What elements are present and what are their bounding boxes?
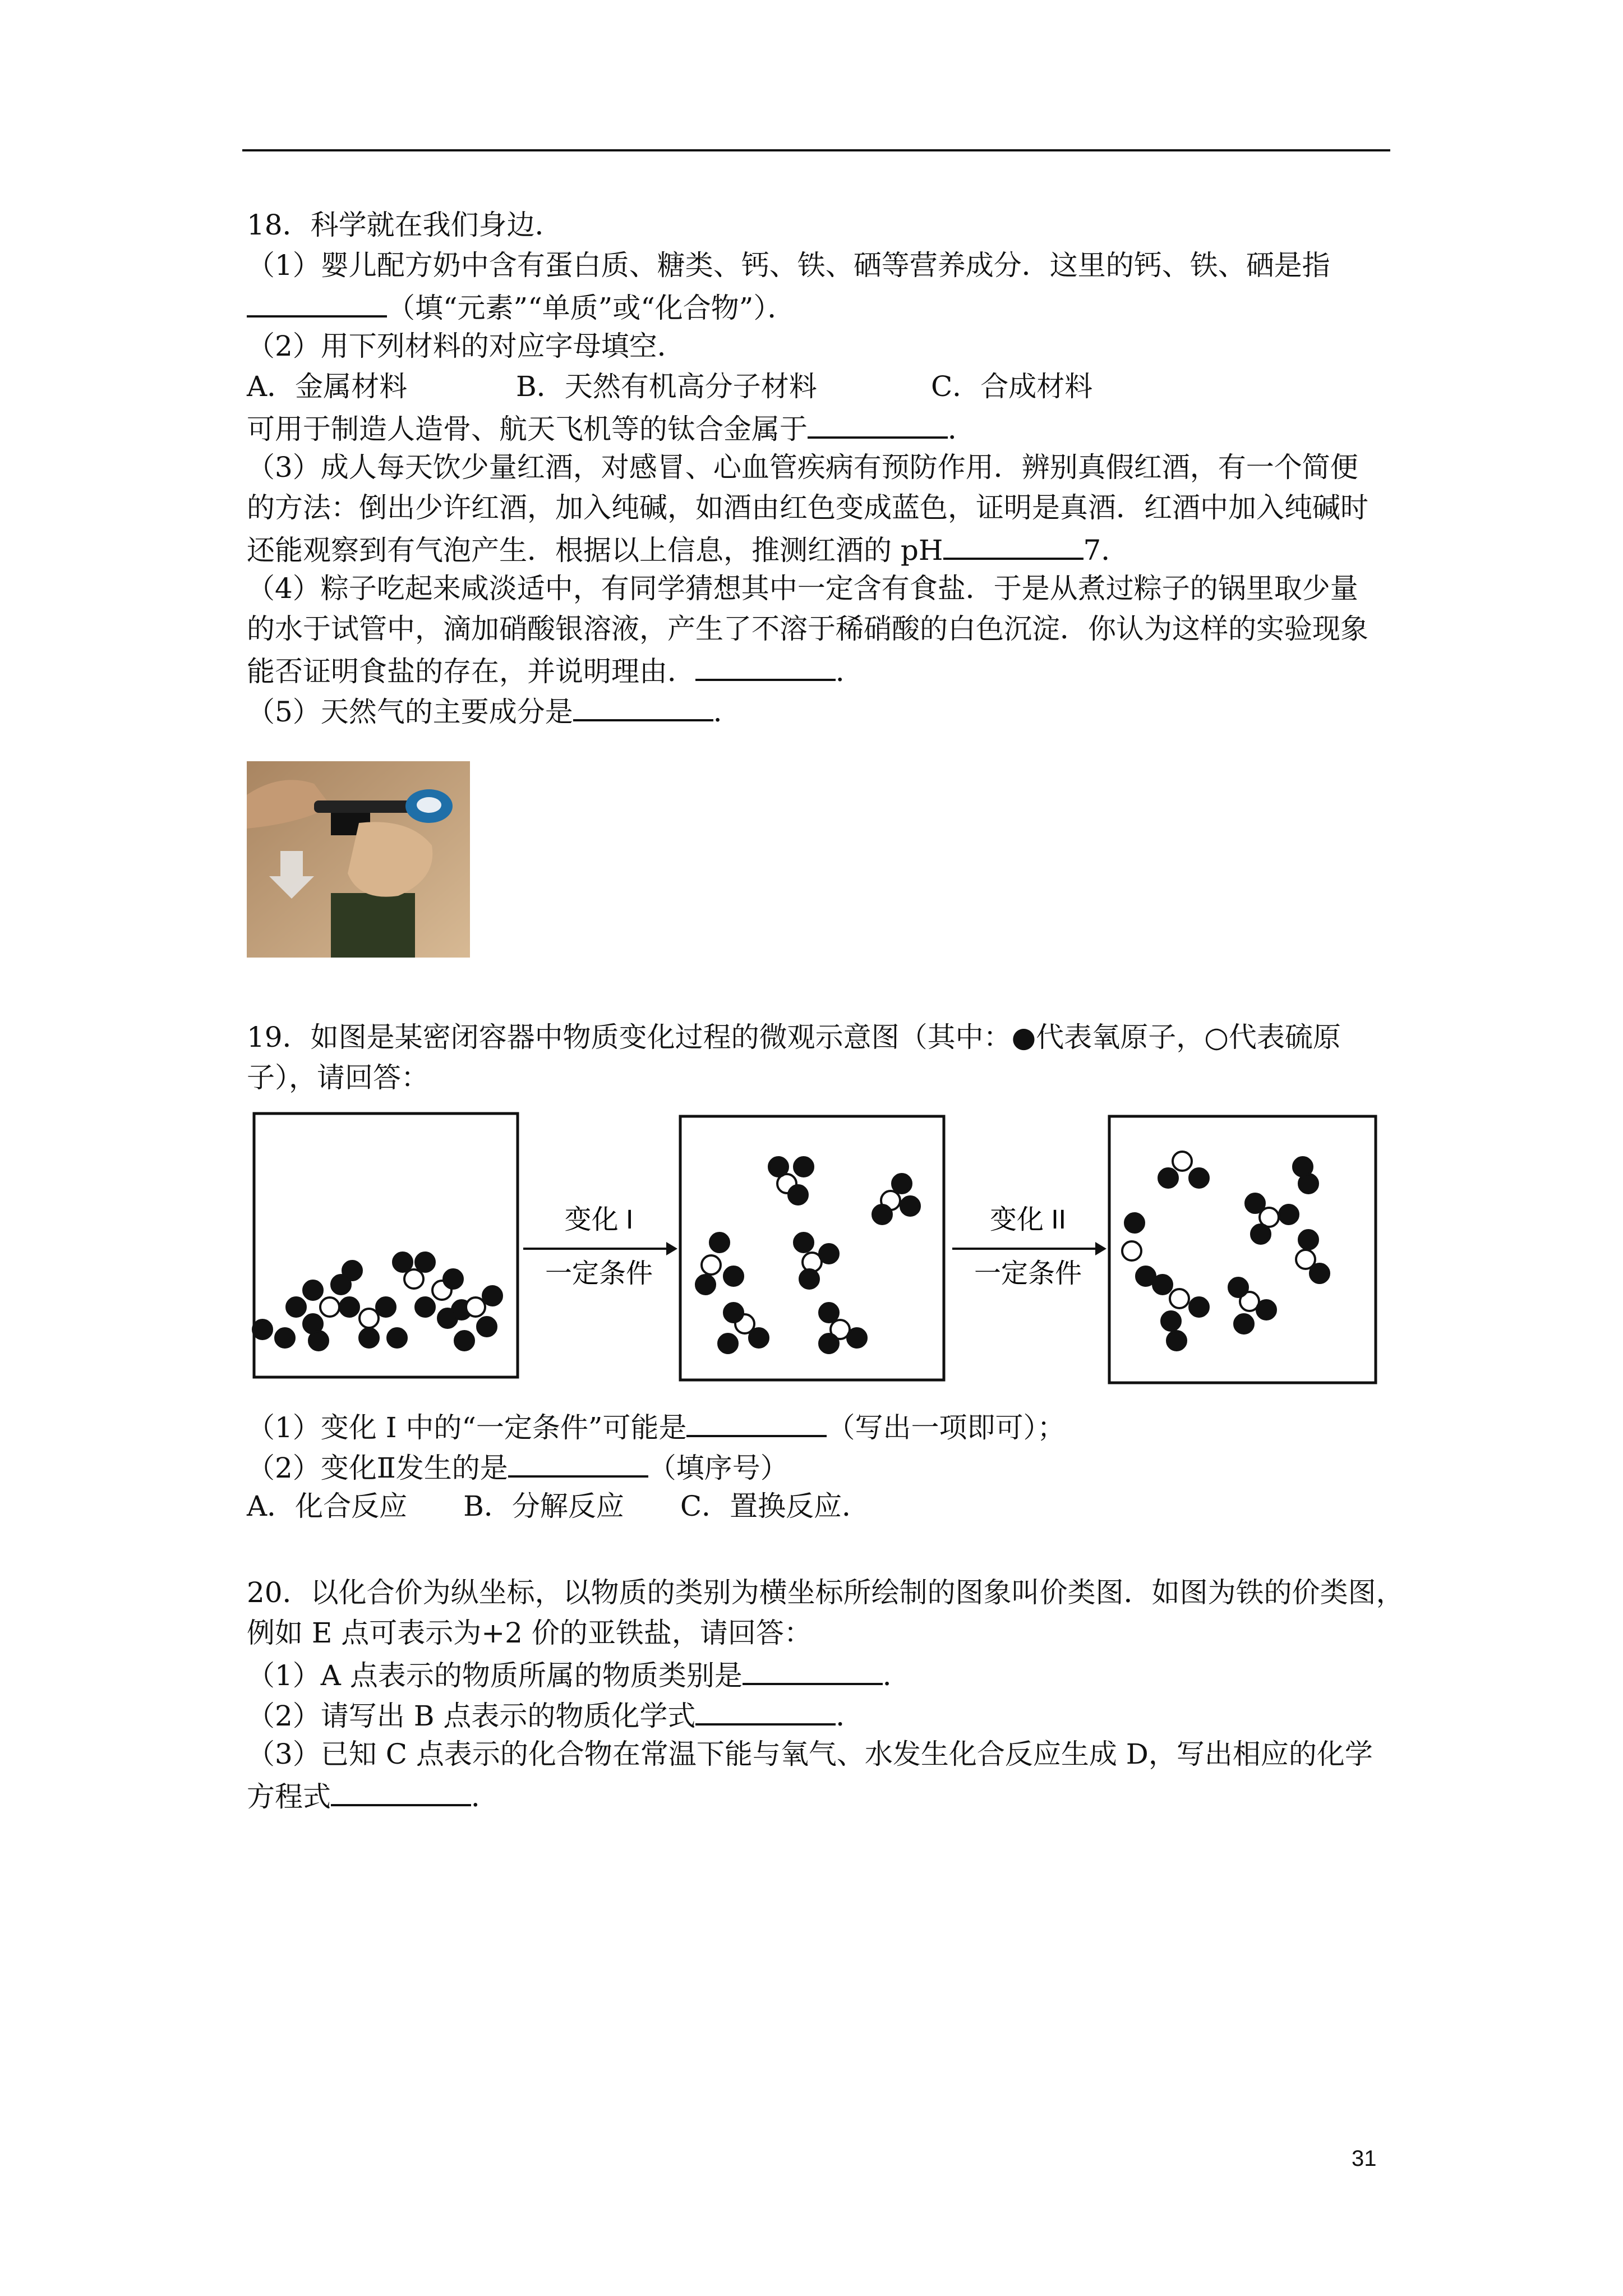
q18-options xyxy=(247,370,1092,403)
box2-atom xyxy=(702,1255,721,1274)
header-rule xyxy=(242,149,1390,151)
answer-blank[interactable] xyxy=(247,289,387,318)
q18-part3-line3: 还能观察到有气泡产生．根据以上信息，推测红酒的 pH 7． xyxy=(247,532,1129,567)
q19-title-line2: 子），请回答： xyxy=(247,1061,429,1094)
q20-title-line2: 例如 E 点可表示为+2 价的亚铁盐，请回答： xyxy=(247,1617,812,1649)
box1-atom xyxy=(438,1309,457,1328)
q18-part2: （2）用下列材料的对应字母填空． xyxy=(247,330,685,362)
arrow-1-label-top: 变化 I xyxy=(564,1205,634,1235)
box2-atom xyxy=(724,1303,743,1322)
answer-blank[interactable] xyxy=(573,693,713,721)
q19-title-line1: 19．如图是某密闭容器中物质变化过程的微观示意图（其中：●代表氧原子，○代表硫原 xyxy=(247,1021,1341,1053)
box3-atom xyxy=(1122,1241,1141,1260)
box1-atom xyxy=(340,1297,359,1317)
box1-atom xyxy=(287,1297,306,1317)
answer-blank[interactable] xyxy=(331,1778,471,1806)
q19-options: A．化合反应 B．分解反应 C．置换反应． xyxy=(247,1490,870,1522)
q18-part4-line3: 能否证明食盐的存在，并说明理由． ． xyxy=(247,653,864,688)
box1-atom xyxy=(343,1261,362,1280)
arrow-1-label-bottom: 一定条件 xyxy=(545,1259,653,1289)
answer-blank[interactable] xyxy=(743,1657,883,1685)
box1-atom xyxy=(359,1328,379,1347)
box3-atom xyxy=(1153,1275,1172,1294)
q20-question2: （2）请写出 B 点表示的物质化学式 ． xyxy=(247,1697,864,1732)
box2-atom xyxy=(749,1328,768,1347)
box-after-change-2 xyxy=(1109,1116,1376,1383)
answer-blank[interactable] xyxy=(695,653,836,681)
answer-blank[interactable] xyxy=(686,1409,827,1437)
box3-atom xyxy=(1173,1152,1192,1171)
arrow-1-head xyxy=(666,1242,677,1255)
q18-title: 18．科学就在我们身边． xyxy=(247,209,563,241)
q18-part2-question: 可用于制造人造骨、航天飞机等的钛合金属于 ． xyxy=(247,411,976,445)
q18-part4-line1: （4）粽子吃起来咸淡适中，有同学猜想其中一定含有食盐．于是从煮过粽子的锅里取少量 xyxy=(247,572,1358,605)
box3-atom xyxy=(1125,1213,1144,1232)
box3-atom xyxy=(1170,1289,1189,1308)
box2-atom xyxy=(819,1244,838,1263)
box2-atom xyxy=(769,1157,788,1176)
box3-atom xyxy=(1246,1194,1265,1213)
option-b: B．天然有机高分子材料 xyxy=(516,370,817,403)
box1-atom xyxy=(376,1297,395,1317)
box1-atom xyxy=(253,1320,272,1339)
box1-atom xyxy=(477,1317,496,1336)
box3-atom xyxy=(1189,1168,1209,1188)
molecular-reaction-diagram xyxy=(251,1111,1381,1391)
box3-atom xyxy=(1161,1312,1181,1331)
box2-atom xyxy=(718,1334,737,1353)
box1-atom xyxy=(416,1253,435,1272)
box2-atom xyxy=(724,1267,743,1286)
box3-atom xyxy=(1310,1264,1329,1283)
box3-atom xyxy=(1159,1168,1178,1188)
box2-atom xyxy=(800,1269,819,1289)
box2-atom xyxy=(819,1334,838,1353)
box1-atom xyxy=(309,1331,328,1350)
q18-part1-line1: （1）婴儿配方奶中含有蛋白质、糖类、钙、铁、硒等营养成分．这里的钙、铁、硒是指 xyxy=(247,249,1330,282)
box1-atom xyxy=(466,1297,485,1317)
box1-atom xyxy=(303,1281,322,1300)
box2-atom xyxy=(892,1174,911,1193)
box2-atom xyxy=(794,1157,813,1176)
q20-question1: （1）A 点表示的物质所属的物质类别是 ． xyxy=(247,1657,911,1692)
answer-blank[interactable] xyxy=(943,532,1083,560)
box1-atom xyxy=(320,1297,339,1317)
box1-atom xyxy=(404,1269,423,1289)
arrow-2-label-top: 变化 II xyxy=(989,1205,1067,1235)
box1-atom xyxy=(444,1269,463,1289)
box1-atom xyxy=(455,1331,474,1350)
q20-question3-line1: （3）已知 C 点表示的化合物在常温下能与氧气、水发生化合反应生成 D，写出相应的化学 xyxy=(247,1738,1373,1770)
wine-opener-photo xyxy=(247,761,470,958)
box2-atom xyxy=(794,1233,813,1252)
box2-atom xyxy=(789,1185,808,1204)
box1-atom xyxy=(393,1253,412,1272)
box1-atom xyxy=(359,1309,379,1328)
box3-atom xyxy=(1257,1300,1276,1319)
box2-atom xyxy=(847,1328,866,1347)
box2-atom xyxy=(873,1205,892,1224)
arrow-2-head xyxy=(1095,1242,1106,1255)
arrow-2-label-bottom: 一定条件 xyxy=(974,1259,1082,1289)
box3-atom xyxy=(1234,1314,1253,1333)
q20-question3-line2: 方程式 ． xyxy=(247,1778,499,1813)
box3-atom xyxy=(1167,1331,1186,1350)
box2-atom xyxy=(710,1233,729,1252)
box1-atom xyxy=(416,1297,435,1317)
box2-atom xyxy=(696,1275,715,1294)
option-c: C．合成材料 xyxy=(931,370,1093,403)
box3-atom xyxy=(1189,1297,1209,1317)
q20-title-line1: 20．以化合价为纵坐标，以物质的类别为横坐标所绘制的图象叫价类图．如图为铁的价类图， xyxy=(247,1576,1404,1609)
q18-part1-line2: （填“元素”“单质”或“化合物”）． xyxy=(247,289,795,324)
answer-blank[interactable] xyxy=(695,1697,836,1726)
box3-atom xyxy=(1299,1230,1318,1249)
q19-question1: （1）变化 I 中的“一定条件”可能是 （写出一项即可）； xyxy=(247,1409,1065,1444)
box2-atom xyxy=(819,1303,838,1322)
q18-part3-line2: 的方法：倒出少许红酒，加入纯碱，如酒由红色变成蓝色，证明是真酒．红酒中加入纯碱时 xyxy=(247,491,1368,524)
answer-blank[interactable] xyxy=(508,1450,648,1478)
q18-part3-line1: （3）成人每天饮少量红酒，对感冒、心血管疾病有预防作用．辨别真假红酒，有一个简便 xyxy=(247,451,1358,484)
box3-atom xyxy=(1229,1278,1248,1297)
box3-atom xyxy=(1279,1205,1298,1224)
box1-atom xyxy=(388,1328,407,1347)
box3-atom xyxy=(1251,1225,1270,1244)
q18-part5: （5）天然气的主要成分是 ． xyxy=(247,693,741,728)
box2-atom xyxy=(901,1197,920,1216)
page-number: 31 xyxy=(1352,2146,1377,2171)
box1-atom xyxy=(483,1286,502,1305)
box1-atom xyxy=(275,1328,294,1347)
q18-part4-line2: 的水于试管中，滴加硝酸银溶液，产生了不溶于稀硝酸的白色沉淀．你认为这样的实验现象 xyxy=(247,613,1368,645)
box3-atom xyxy=(1299,1174,1318,1193)
option-a: A．金属材料 xyxy=(247,370,408,403)
answer-blank[interactable] xyxy=(808,411,948,439)
q19-question2: （2）变化Ⅱ发生的是 （填序号） xyxy=(247,1450,789,1484)
